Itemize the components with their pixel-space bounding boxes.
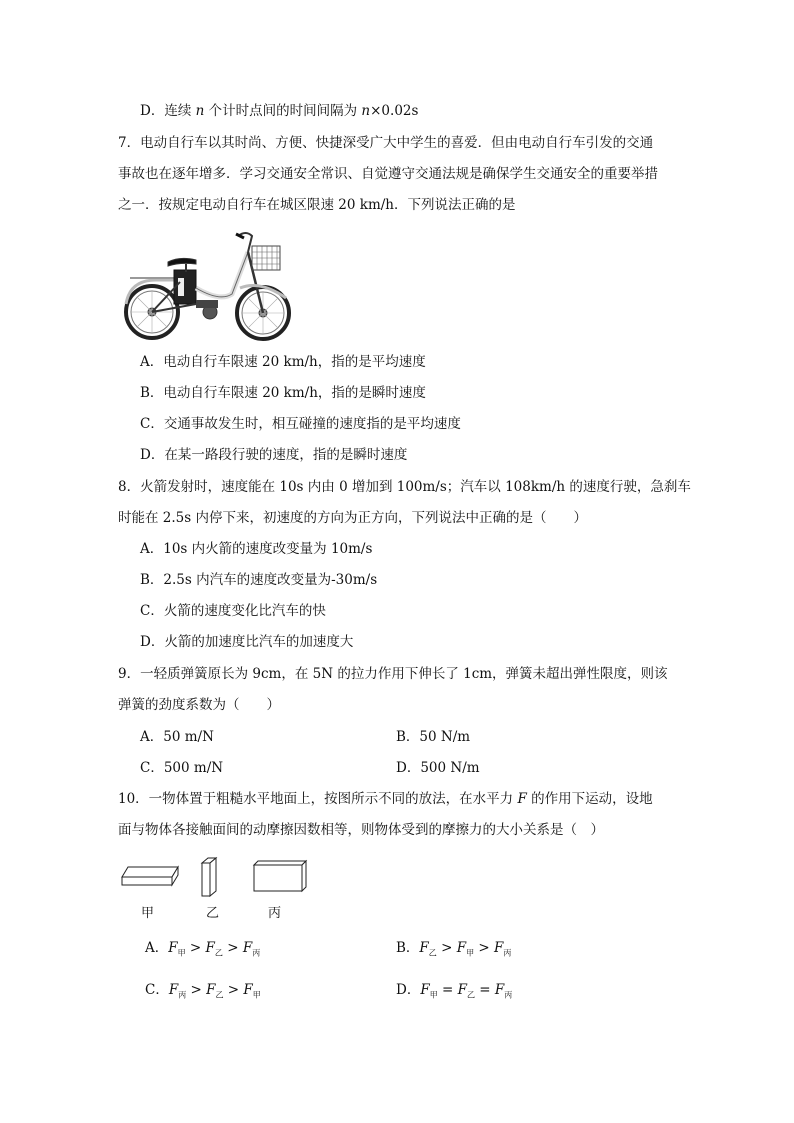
electric-bicycle-image — [120, 222, 295, 344]
q10-stem-line2: 面与物体各接触面间的动摩擦因数相等，则物体受到的摩擦力的大小关系是（ ） — [118, 822, 604, 838]
q8-option-b: B．2.5s 内汽车的速度改变量为-30m/s — [140, 572, 378, 588]
q7-stem-line2: 事故也在逐年增多．学习交通安全常识、自觉遵守交通法规是确保学生交通安全的重要举措 — [118, 166, 658, 182]
block-placement-figure — [118, 855, 308, 897]
q6-option-d: D．连续 n 个计时点间的时间间隔为 n×0.02s — [140, 103, 419, 119]
q9-stem-line2: 弹簧的劲度系数为（ ） — [118, 697, 280, 713]
q7-option-a: A．电动自行车限速 20 km/h，指的是平均速度 — [140, 354, 426, 370]
figure-label-yi: 乙 — [206, 906, 220, 921]
q7-option-b: B．电动自行车限速 20 km/h，指的是瞬时速度 — [140, 385, 426, 401]
q9-option-c: C．500 m/N — [140, 760, 224, 776]
q9-stem-line1: 9．一轻质弹簧原长为 9cm，在 5N 的拉力作用下伸长了 1cm，弹簧未超出弹性限度，则该 — [118, 666, 668, 682]
q7-stem-line3: 之一．按规定电动自行车在城区限速 20 km/h．下列说法正确的是 — [118, 197, 516, 213]
q10-stem-line1: 10．一物体置于粗糙水平地面上，按图所示不同的放法，在水平力 F 的作用下运动，设地 — [118, 791, 653, 807]
q8-option-a: A．10s 内火箭的速度改变量为 10m/s — [140, 541, 373, 557]
block-jia-shape — [122, 867, 178, 885]
q7-stem-line1: 7．电动自行车以其时尚、方便、快捷深受广大中学生的喜爱．但由电动自行车引发的交通 — [118, 135, 654, 151]
q10-option-b: B．$F_乙 > F_甲 > F_丙$ — [396, 940, 512, 958]
q10-option-d: D．$F_甲 = F_乙 = F_丙$ — [396, 982, 513, 1000]
figure-label-bing: 丙 — [268, 906, 282, 921]
block-bing-shape — [254, 861, 306, 891]
q10-option-c: C．$F_丙 > F_乙 > F_甲$ — [145, 982, 261, 1000]
q8-stem-line2: 时能在 2.5s 内停下来，初速度的方向为正方向，下列说法中正确的是（ ） — [118, 510, 587, 526]
block-yi-shape — [202, 858, 216, 896]
q8-option-c: C．火箭的速度变化比汽车的快 — [140, 603, 326, 619]
q10-option-a: A．$F_甲 > F_乙 > F_丙$ — [145, 940, 261, 958]
q8-stem-line1: 8．火箭发射时，速度能在 10s 内由 0 增加到 100m/s；汽车以 108km/h 的速度行驶，急刹车 — [118, 479, 691, 495]
figure-label-jia: 甲 — [141, 906, 155, 921]
q9-option-a: A．50 m/N — [140, 729, 214, 745]
q8-option-d: D．火箭的加速度比汽车的加速度大 — [140, 634, 354, 650]
q9-option-b: B．50 N/m — [396, 729, 471, 745]
q7-option-c: C．交通事故发生时，相互碰撞的速度指的是平均速度 — [140, 416, 461, 432]
q7-option-d: D．在某一路段行驶的速度，指的是瞬时速度 — [140, 447, 408, 463]
q9-option-d: D．500 N/m — [396, 760, 480, 776]
